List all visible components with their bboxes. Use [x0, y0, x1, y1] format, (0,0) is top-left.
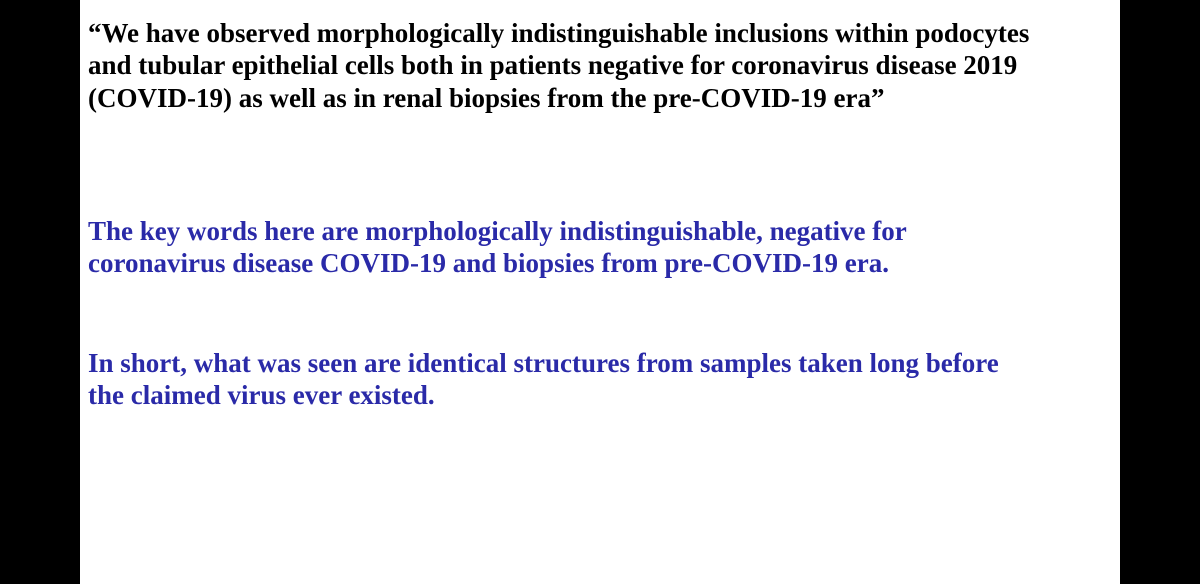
quote-line: (COVID-19) as well as in renal biopsies from the pre-COVID-19 era” — [88, 82, 885, 113]
quote-text — [88, 17, 1118, 114]
commentary-line: In short, what was seen are identical structures from samples taken long before — [88, 348, 999, 378]
quote-line: and tubular epithelial cells both in patients negative for coronavirus disease 2019 — [88, 50, 1018, 81]
commentary-line: The key words here are morphologically indistinguishable, negative for — [88, 216, 907, 246]
commentary-line: the claimed virus ever existed. — [88, 380, 435, 411]
commentary-key-words — [88, 215, 1108, 280]
commentary-summary — [88, 347, 1108, 412]
slide — [80, 0, 1120, 584]
quote-line: “We have observed morphologically indistinguishable inclusions within podocytes — [88, 18, 1030, 48]
commentary-line: coronavirus disease COVID-19 and biopsies from pre-COVID-19 era. — [88, 248, 889, 279]
